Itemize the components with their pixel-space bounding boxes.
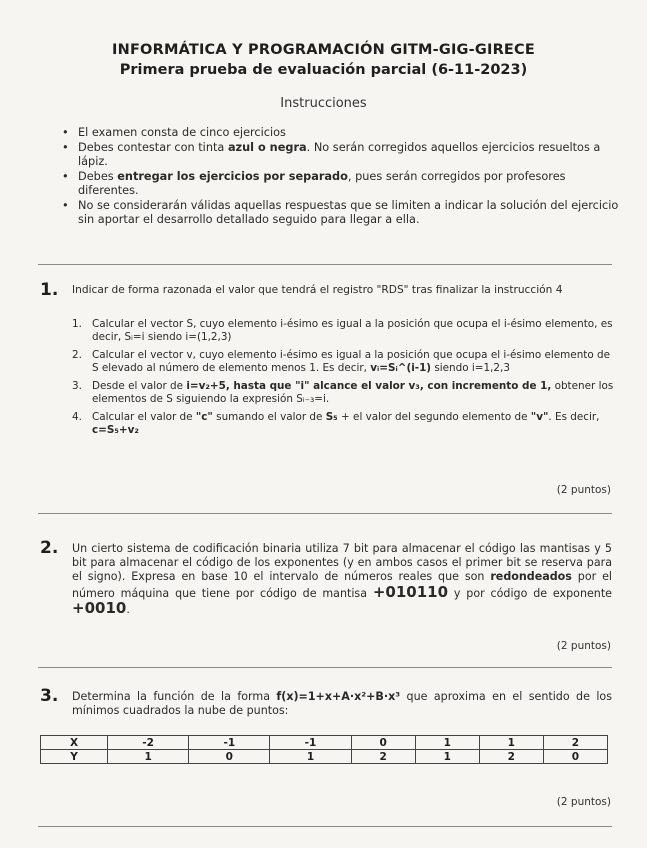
mantissa-code: +010110 (372, 582, 449, 601)
step-text: obtener los elementos de S siguiendo la expresión Sᵢ₋₃=i. (92, 380, 614, 405)
step-number: 2. (72, 349, 82, 361)
table-cell: -1 (189, 736, 270, 750)
table-cell: -1 (270, 736, 351, 750)
step-item (72, 411, 614, 436)
table-header-x: X (41, 736, 108, 750)
instruction-item (60, 141, 620, 169)
question-text: y por código de exponente (448, 586, 613, 600)
table-cell: 0 (189, 750, 270, 764)
step-formula: S₅ (325, 411, 338, 423)
question-2-text (72, 542, 612, 617)
question-3-number: 3. (40, 686, 59, 706)
table-row-x (41, 736, 608, 750)
divider (38, 264, 612, 265)
instructions-heading: Instrucciones (280, 96, 367, 111)
instruction-item (60, 199, 620, 227)
step-text: . Es decir, (548, 411, 600, 423)
divider (38, 513, 612, 514)
table-cell: 1 (270, 750, 351, 764)
table-cell: 0 (543, 750, 607, 764)
step-formula: "c" (195, 411, 213, 423)
step-text: Calcular el valor de (92, 411, 196, 423)
question-1-intro: Indicar de forma razonada el valor que tendrá el registro "RDS" tras finalizar la instrucción 4 (72, 284, 563, 296)
question-1-points: (2 puntos) (556, 484, 611, 496)
step-text: Calcular el vector v, cuyo elemento i-ésimo es igual a la posición que ocupa el i-ésimo elemento de S elevado al número de elemento menos 1. Es decir, (92, 349, 611, 374)
exam-title: INFORMÁTICA Y PROGRAMACIÓN GITM-GIG-GIRECE (112, 42, 535, 58)
table-header-y: Y (41, 750, 108, 764)
table-cell: 1 (479, 736, 543, 750)
divider (38, 667, 612, 668)
instruction-text: No se considerarán válidas aquellas respuestas que se limiten a indicar la solución del ejercicio sin aportar el desarrollo detallado seguido para llegar a ella. (78, 199, 619, 226)
step-formula: i=v₂+5, hasta que "i" alcance el valor v₃, con incremento de 1, (186, 380, 552, 392)
question-emphasis: redondeados (490, 570, 572, 584)
question-text: que aproxima en el sentido de los mínimos cuadrados la nube de puntos: (72, 690, 612, 717)
step-text: Desde el valor de (92, 380, 187, 392)
step-number: 1. (72, 318, 82, 330)
divider (38, 826, 612, 827)
question-text: Un cierto sistema de codificación binaria utiliza 7 bit para almacenar el código las mantisas y 5 bit para almacenar el código de los exponentes (y en ambos casos el primer bit se reserva para el signo). Expresa en base 10 el intervalo de números reales que son (72, 542, 612, 584)
instruction-text: . No serán corregidos aquellos ejercicios resueltos a lápiz. (78, 141, 601, 168)
step-text: sumando el valor de (212, 411, 326, 423)
exam-subtitle: Primera prueba de evaluación parcial (6-11-2023) (119, 62, 528, 78)
table-cell: 1 (108, 750, 189, 764)
step-item (72, 318, 614, 343)
instruction-text: El examen consta de cinco ejercicios (78, 126, 286, 139)
exponent-code: +0010 (72, 598, 127, 617)
step-formula: vᵢ=Sᵢ^(i-1) (370, 361, 432, 374)
table-cell: 1 (415, 736, 479, 750)
table-cell: 2 (543, 736, 607, 750)
instruction-text: Debes (78, 170, 118, 183)
question-text: . (126, 602, 130, 616)
step-number: 3. (72, 380, 82, 392)
table-cell: 2 (479, 750, 543, 764)
step-item (72, 380, 614, 405)
question-1-number: 1. (40, 280, 59, 300)
question-3-text (72, 690, 612, 718)
question-text: Determina la función de la forma (72, 690, 277, 703)
instruction-text: Debes contestar con tinta (78, 141, 228, 154)
table-cell: 0 (351, 736, 415, 750)
table-row-y (41, 750, 608, 764)
table-cell: 2 (351, 750, 415, 764)
step-number: 4. (72, 411, 82, 423)
table-cell: -2 (108, 736, 189, 750)
question-1-steps (72, 318, 614, 442)
instruction-emphasis: entregar los ejercicios por separado (117, 170, 348, 183)
step-formula: "v" (530, 411, 549, 423)
step-formula: c=S₅+v₂ (92, 423, 139, 436)
instruction-item (60, 126, 620, 140)
question-text: por el número máquina que tiene por código de mantisa (72, 570, 612, 600)
step-text: + el valor del segundo elemento de (337, 411, 531, 423)
step-text: Calcular el vector S, cuyo elemento i-ésimo es igual a la posición que ocupa el i-ésimo elemento, es decir, Sᵢ=i siendo i=(1,2,3) (92, 318, 613, 343)
instruction-emphasis: azul o negra (227, 141, 307, 154)
step-text: siendo i=1,2,3 (431, 361, 510, 374)
question-formula: f(x)=1+x+A·x²+B·x³ (276, 690, 401, 703)
question-2-points: (2 puntos) (556, 640, 611, 652)
step-item (72, 349, 614, 374)
instructions-list (60, 126, 620, 228)
question-3-points: (2 puntos) (556, 796, 611, 808)
instruction-text: , pues serán corregidos por profesores diferentes. (78, 170, 566, 197)
instruction-item (60, 170, 620, 198)
question-2-number: 2. (40, 538, 59, 558)
table-cell: 1 (415, 750, 479, 764)
data-points-table (40, 735, 608, 764)
